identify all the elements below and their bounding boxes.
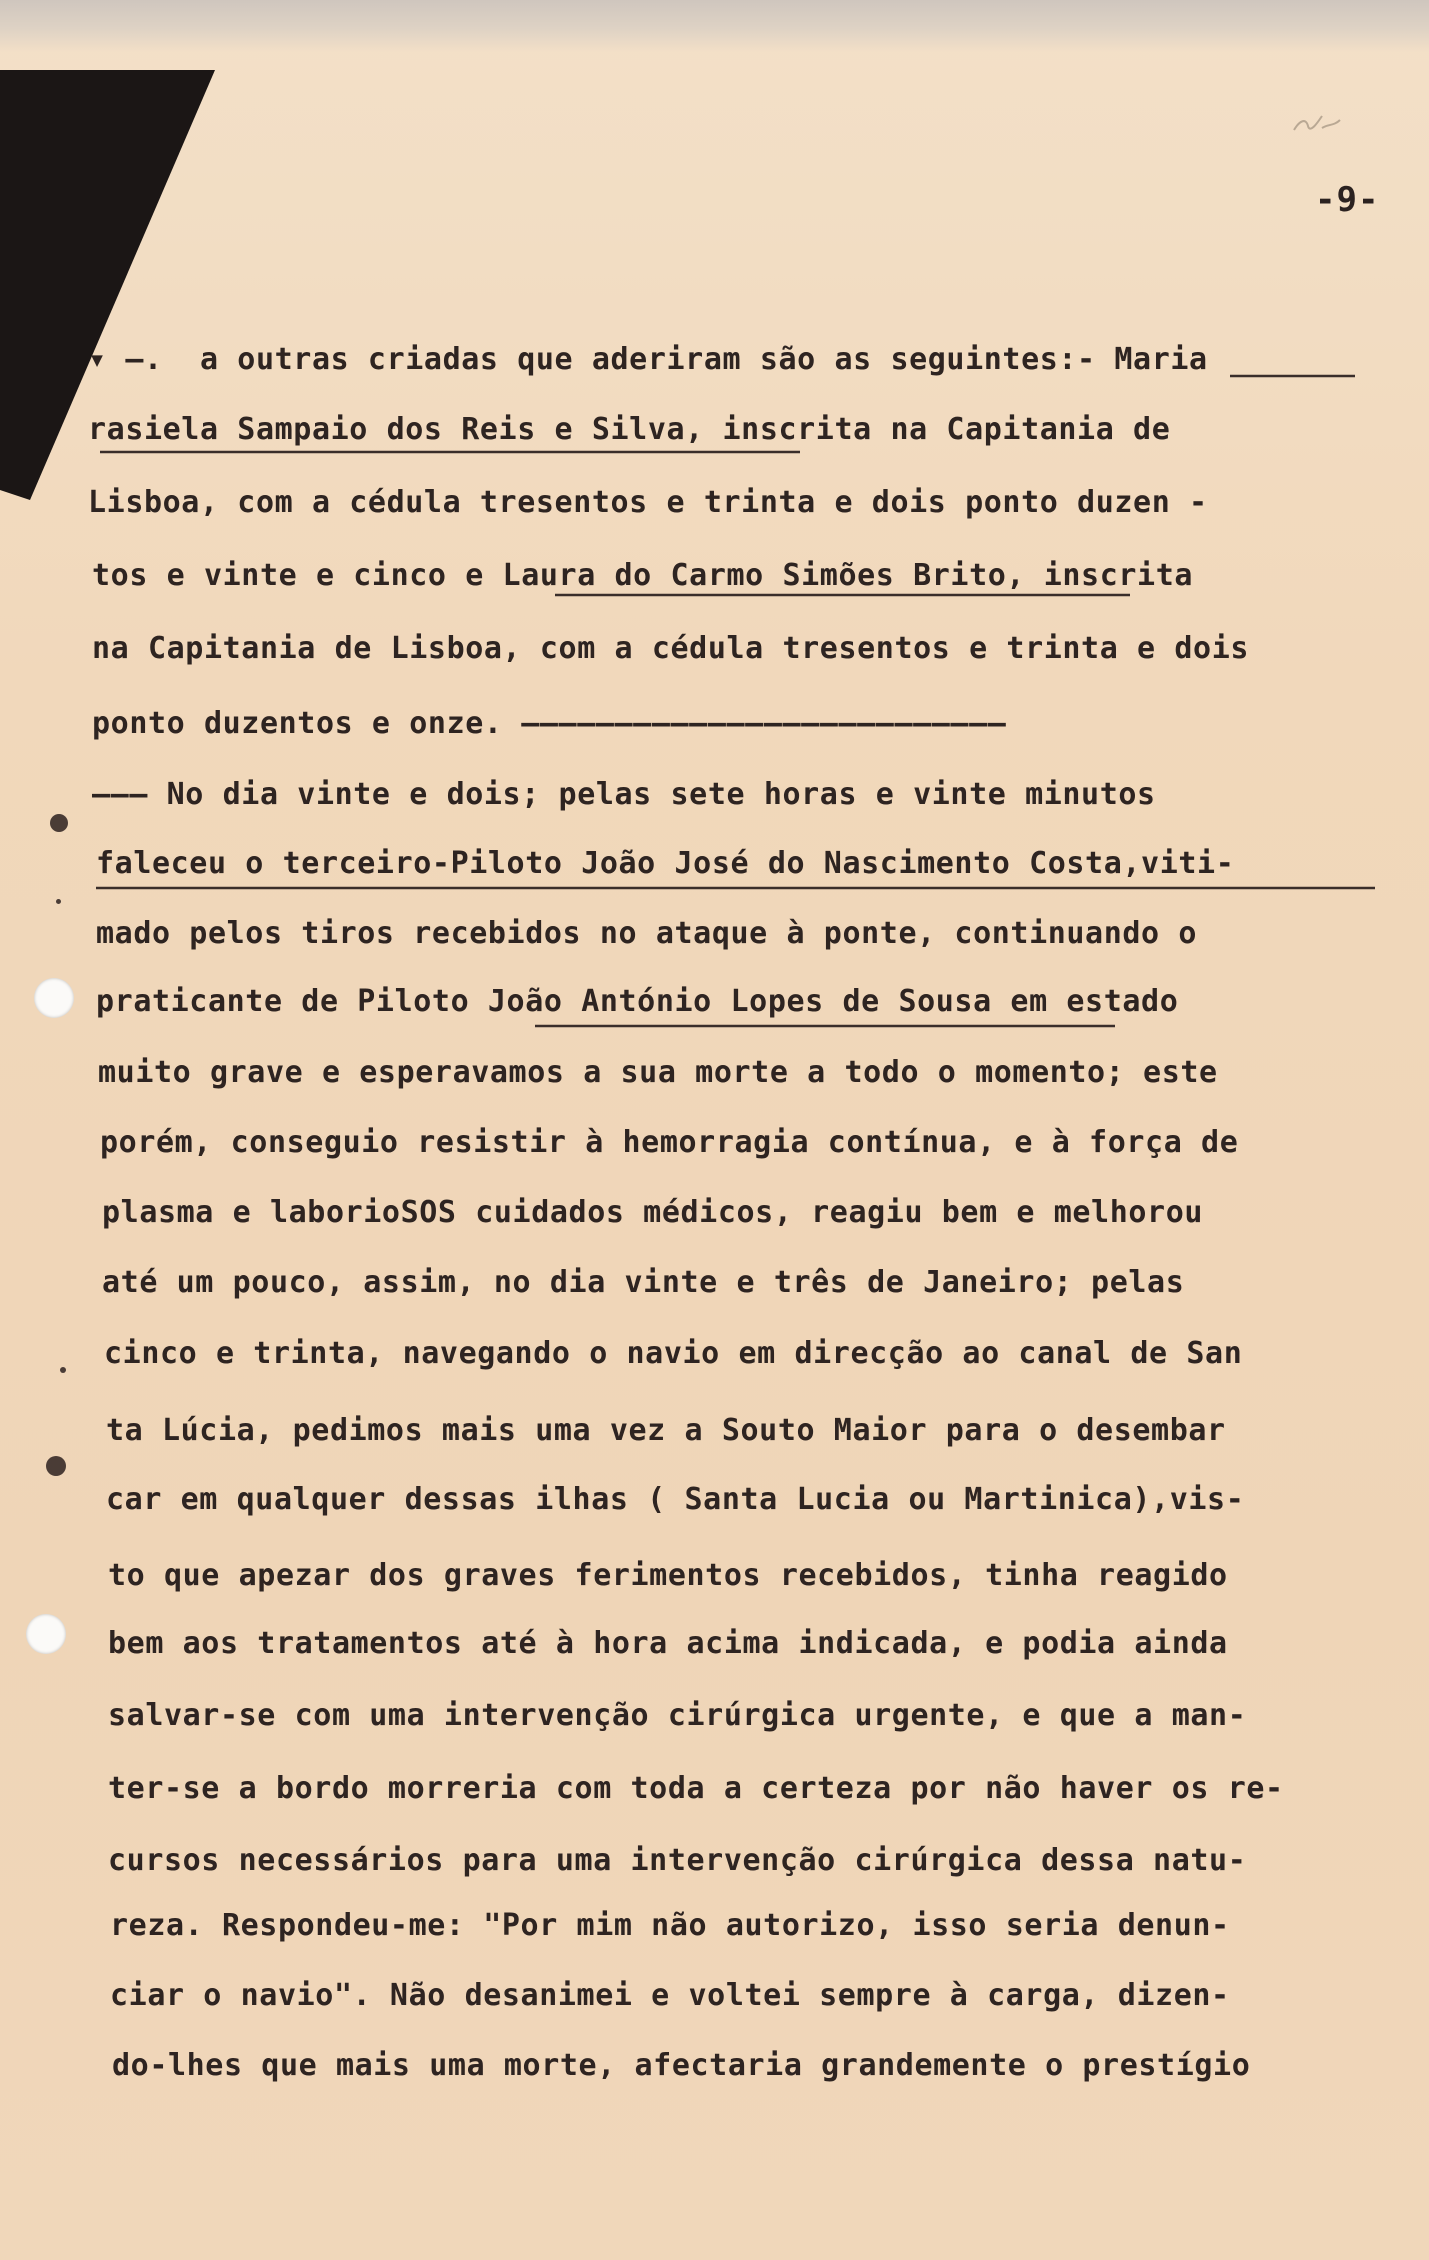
ink-speck: [56, 899, 61, 904]
text-line-20: salvar-se com uma intervenção cirúrgica urgente, e que a man-: [108, 1698, 1247, 1733]
text-line-1: ▾ —. a outras criadas que aderiram são as seguintes:- Maria: [88, 342, 1208, 377]
ink-speck: [50, 814, 68, 832]
text-line-15: cinco e trinta, navegando o navio em direcção ao canal de San: [104, 1336, 1243, 1371]
text-line-5: na Capitania de Lisboa, com a cédula tresentos e trinta e dois: [92, 631, 1250, 666]
text-line-24: ciar o navio". Não desanimei e voltei sempre à carga, dizen-: [110, 1978, 1230, 2013]
ink-speck: [46, 1456, 66, 1476]
text-line-13: plasma e laborioSOS cuidados médicos, reagiu bem e melhorou: [102, 1195, 1204, 1230]
text-line-12: porém, conseguio resistir à hemorragia contínua, e à força de: [100, 1125, 1239, 1160]
text-line-14: até um pouco, assim, no dia vinte e três de Janeiro; pelas: [102, 1265, 1185, 1300]
text-line-22: cursos necessários para uma intervenção cirúrgica dessa natu-: [108, 1843, 1247, 1878]
text-line-6: ponto duzentos e onze. ——————————————————————————: [92, 706, 1007, 741]
text-line-3: Lisboa, com a cédula tresentos e trinta e dois ponto duzen -: [88, 485, 1208, 520]
text-line-8: faleceu o terceiro-Piloto João José do Nascimento Costa,viti-: [96, 846, 1235, 881]
text-line-2: rasiela Sampaio dos Reis e Silva, inscrita na Capitania de: [88, 412, 1171, 447]
text-line-4: tos e vinte e cinco e Laura do Carmo Simões Brito, inscrita: [92, 558, 1194, 593]
text-line-16: ta Lúcia, pedimos mais uma vez a Souto Maior para o desembar: [106, 1413, 1226, 1448]
text-line-17: car em qualquer dessas ilhas ( Santa Lucia ou Martinica),vis-: [106, 1482, 1245, 1517]
text-line-19: bem aos tratamentos até à hora acima indicada, e podia ainda: [108, 1626, 1228, 1661]
punch-hole-lower: [26, 1614, 66, 1654]
text-line-9: mado pelos tiros recebidos no ataque à ponte, continuando o: [96, 916, 1198, 951]
ink-speck: [60, 1367, 66, 1373]
text-line-23: reza. Respondeu-me: "Por mim não autorizo, isso seria denun-: [110, 1908, 1230, 1943]
text-line-21: ter-se a bordo morreria com toda a certeza por não haver os re-: [108, 1771, 1284, 1806]
page-number: -9-: [1315, 180, 1380, 220]
text-line-25: do-lhes que mais uma morte, afectaria grandemente o prestígio: [112, 2048, 1251, 2083]
text-line-11: muito grave e esperavamos a sua morte a todo o momento; este: [98, 1055, 1218, 1090]
text-line-18: to que apezar dos graves ferimentos recebidos, tinha reagido: [108, 1558, 1228, 1593]
text-line-10: praticante de Piloto João António Lopes de Sousa em estado: [96, 984, 1179, 1019]
text-line-7: ——— No dia vinte e dois; pelas sete horas e vinte minutos: [92, 777, 1156, 812]
punch-hole-upper: [34, 978, 74, 1018]
